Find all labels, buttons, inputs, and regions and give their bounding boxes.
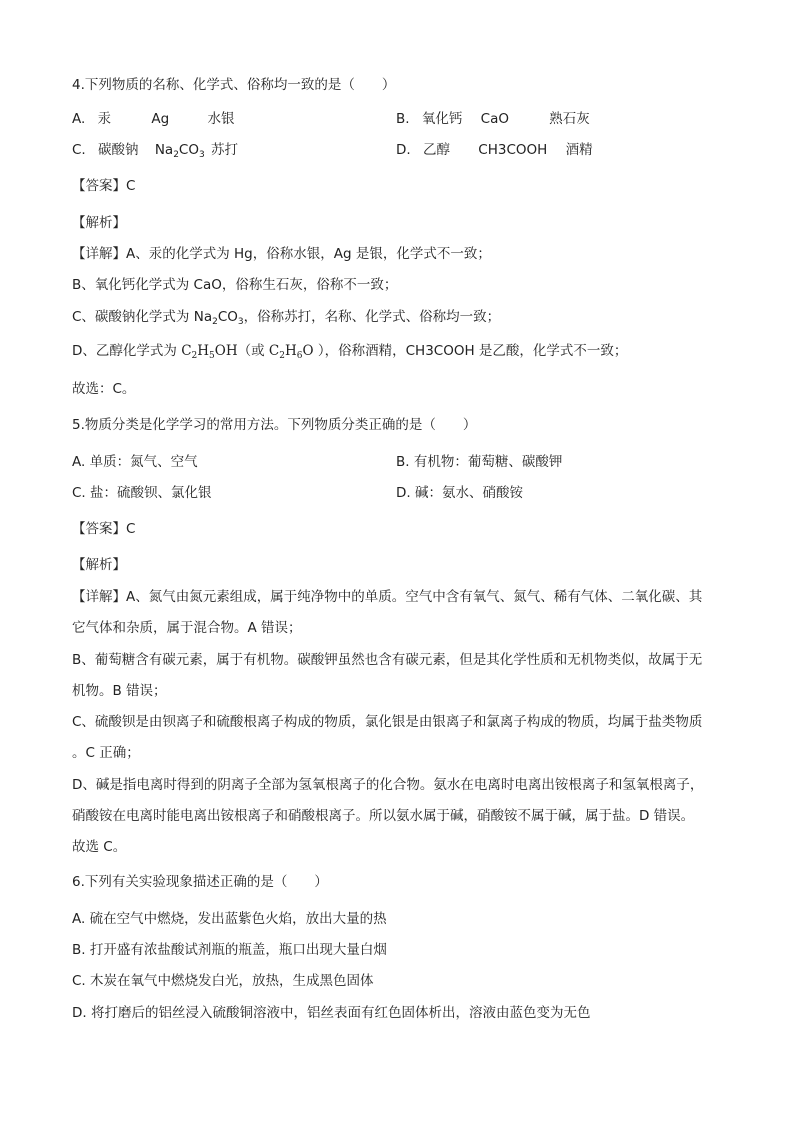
q5-detail-line: D、碱是指电离时得到的阴离子全部为氢氧根离子的化合物。氨水在电离时电离出铵根离子和氢氧根离子， xyxy=(72,777,704,793)
q5-option-d: D. 碱：氨水、硝酸铵 xyxy=(396,485,523,501)
option-alias: 熟石灰 xyxy=(549,111,590,127)
q4-option-c xyxy=(72,141,238,159)
q4-conclusion: 故选：C。 xyxy=(72,381,136,397)
q4-detail-c: C、碳酸钠化学式为 $Na_2CO_3$，俗称苏打，名称、化学式、俗称均一致； xyxy=(72,309,501,327)
option-alias: 水银 xyxy=(207,111,235,127)
q6-option-c: C. 木炭在氧气中燃烧发白光，放热，生成黑色固体 xyxy=(72,973,374,989)
option-letter: A. xyxy=(72,111,86,127)
q5-stem: 5.物质分类是化学学习的常用方法。下列物质分类正确的是（ ） xyxy=(72,417,477,433)
q5-detail-line: B、葡萄糖含有碳元素，属于有机物。碳酸钾虽然也含有碳元素，但是其化学性质和无机物类似，故属于无 xyxy=(72,652,703,668)
q5-option-b: B. 有机物：葡萄糖、碳酸钾 xyxy=(396,454,563,470)
q4-detail-a: 【详解】A、汞的化学式为 Hg，俗称水银，Ag 是银，化学式不一致； xyxy=(72,246,491,262)
option-name: 汞 xyxy=(97,111,112,127)
q4-option-a xyxy=(72,110,235,128)
option-formula: CaO xyxy=(480,111,509,127)
q4-detail-b: B、氧化钙化学式为 CaO，俗称生石灰，俗称不一致； xyxy=(72,277,398,293)
option-formula: $Na_2CO_3$ xyxy=(154,142,205,160)
q6-option-b: B. 打开盛有浓盐酸试剂瓶的瓶盖，瓶口出现大量白烟 xyxy=(72,942,387,958)
option-formula: Ag xyxy=(151,111,170,127)
q4-answer: 【答案】C xyxy=(72,178,136,194)
q6-option-a: A. 硫在空气中燃烧，发出蓝紫色火焰，放出大量的热 xyxy=(72,911,387,927)
q6-stem: 6.下列有关实验现象描述正确的是（ ） xyxy=(72,874,328,890)
q5-detail-line: 。C 正确； xyxy=(72,745,140,761)
q4-option-d xyxy=(396,141,593,159)
q5-analysis-label: 【解析】 xyxy=(72,557,126,573)
q5-option-c: C. 盐：硫酸钡、氯化银 xyxy=(72,485,212,501)
q4-analysis-label: 【解析】 xyxy=(72,215,126,231)
q5-detail-line: 故选 C。 xyxy=(72,839,127,855)
q6-option-d: D. 将打磨后的铝丝浸入硫酸铜溶液中，铝丝表面有红色固体析出，溶液由蓝色变为无色 xyxy=(72,1005,591,1021)
option-formula: CH3COOH xyxy=(478,142,548,158)
option-alias: 酒精 xyxy=(565,142,593,158)
option-letter: B. xyxy=(396,111,410,127)
q4-detail-d: D、乙醇化学式为 $C_2H_5OH$（或 $C_2H_6O$ ），俗称酒精，CH3COOH 是乙酸，化学式不一致； xyxy=(72,343,628,361)
option-name: 氧化钙 xyxy=(421,111,463,127)
option-name: 碳酸钠 xyxy=(98,142,139,158)
q5-detail-line: C、硫酸钡是由钡离子和硫酸根离子构成的物质，氯化银是由银离子和氯离子构成的物质，均属于盐类物质 xyxy=(72,714,703,730)
q5-detail-line: 机物。B 错误； xyxy=(72,683,167,699)
q5-detail-line: 它气体和杂质，属于混合物。A 错误； xyxy=(72,620,302,636)
q5-answer: 【答案】C xyxy=(72,521,136,537)
q4-stem: 4.下列物质的名称、化学式、俗称均一致的是（ ） xyxy=(72,77,396,93)
option-letter: D. xyxy=(396,142,411,158)
q5-detail-line: 硝酸铵在电离时能电离出铵根离子和硝酸根离子。所以氨水属于碱，硝酸铵不属于碱，属于盐。D 错误。 xyxy=(72,808,695,824)
q4-option-b xyxy=(396,110,590,128)
option-letter: C. xyxy=(72,142,86,158)
option-name: 乙醇 xyxy=(422,142,450,158)
option-alias: 苏打 xyxy=(211,142,239,158)
q5-option-a: A. 单质：氮气、空气 xyxy=(72,454,198,470)
q5-detail-line: 【详解】A、氮气由氮元素组成，属于纯净物中的单质。空气中含有氧气、氮气、稀有气体、二氧化碳、其 xyxy=(72,589,703,605)
